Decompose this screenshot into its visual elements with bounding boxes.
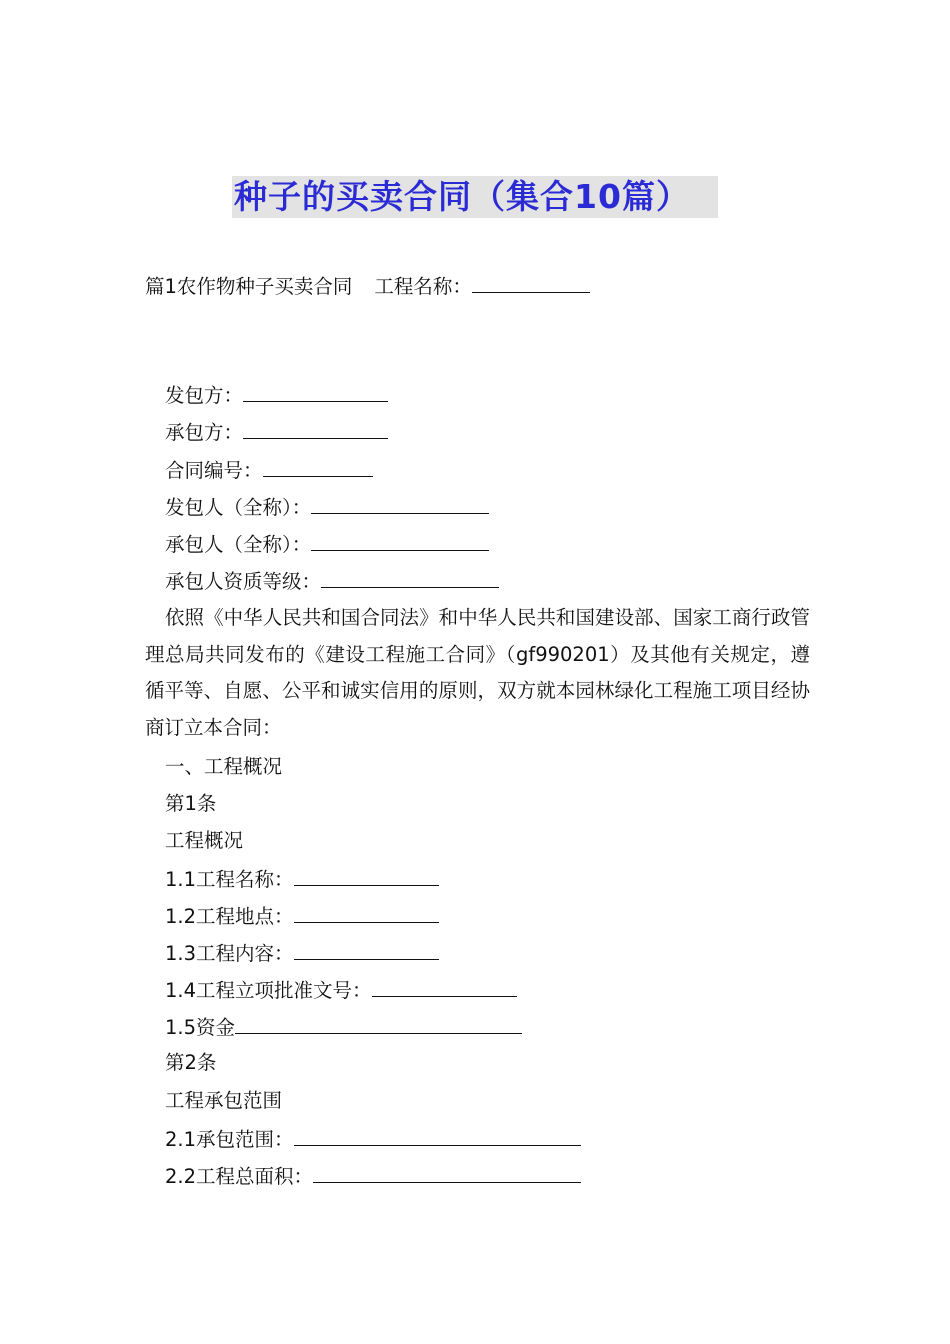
employer-fullname-blank	[311, 493, 489, 514]
item-1-4-blank	[372, 976, 517, 997]
item-1-2-blank	[294, 902, 439, 923]
header-prefix: 篇1农作物种子买卖合同	[145, 275, 353, 298]
employer-label: 发包方：	[165, 384, 244, 407]
item-2-2-label: 2.2工程总面积：	[165, 1165, 314, 1188]
article-1-number: 第1条	[165, 792, 217, 815]
party-line-contract-no	[165, 456, 373, 484]
item-1-1	[165, 865, 439, 893]
item-1-4	[165, 976, 517, 1004]
qualification-blank	[321, 567, 499, 588]
item-1-3	[165, 939, 439, 967]
item-1-5-blank	[235, 1013, 522, 1034]
item-1-5-label: 1.5资金	[165, 1016, 236, 1039]
item-1-2-label: 1.2工程地点：	[165, 905, 294, 928]
title-container	[0, 176, 950, 218]
party-line-employer	[165, 381, 388, 409]
contractor-label: 承包方：	[165, 421, 244, 444]
item-2-1-blank	[294, 1125, 581, 1146]
item-1-4-label: 1.4工程立项批准文号：	[165, 979, 372, 1002]
item-1-1-label: 1.1工程名称：	[165, 868, 294, 891]
intro-paragraph: 依照《中华人民共和国合同法》和中华人民共和国建设部、国家工商行政管理总局共同发布的《建设工程施工合同》（gf990201）及其他有关规定，遵循平等、自愿、公平和诚实信用的原则，双方就本园林绿化工程施工项目经协商订立本合同：	[145, 606, 810, 739]
header-line	[145, 272, 590, 300]
party-line-contractor	[165, 418, 388, 446]
contractor-fullname-label: 承包人（全称）：	[165, 533, 312, 556]
article-2-number: 第2条	[165, 1051, 217, 1074]
party-line-contractor-fullname	[165, 530, 489, 558]
article-1-title: 工程概况	[165, 829, 244, 852]
article-2-title: 工程承包范围	[165, 1089, 283, 1112]
document-title: 种子的买卖合同（集合10篇）	[232, 176, 718, 218]
party-line-qualification	[165, 567, 499, 595]
employer-fullname-label: 发包人（全称）：	[165, 496, 312, 519]
item-1-1-blank	[294, 865, 439, 886]
item-2-1	[165, 1125, 581, 1153]
item-1-3-blank	[294, 939, 439, 960]
item-1-5	[165, 1013, 522, 1041]
item-1-2	[165, 902, 439, 930]
contract-no-label: 合同编号：	[165, 459, 263, 482]
contractor-blank	[243, 418, 388, 439]
contract-no-blank	[263, 456, 373, 477]
contractor-fullname-blank	[311, 530, 489, 551]
item-2-2	[165, 1162, 581, 1190]
header-label: 工程名称：	[374, 275, 472, 298]
project-name-blank	[472, 272, 590, 293]
item-2-2-blank	[313, 1162, 581, 1183]
party-line-employer-fullname	[165, 493, 489, 521]
section-1-heading: 一、工程概况	[165, 755, 283, 778]
item-2-1-label: 2.1承包范围：	[165, 1128, 294, 1151]
item-1-3-label: 1.3工程内容：	[165, 942, 294, 965]
qualification-label: 承包人资质等级：	[165, 570, 322, 593]
employer-blank	[243, 381, 388, 402]
